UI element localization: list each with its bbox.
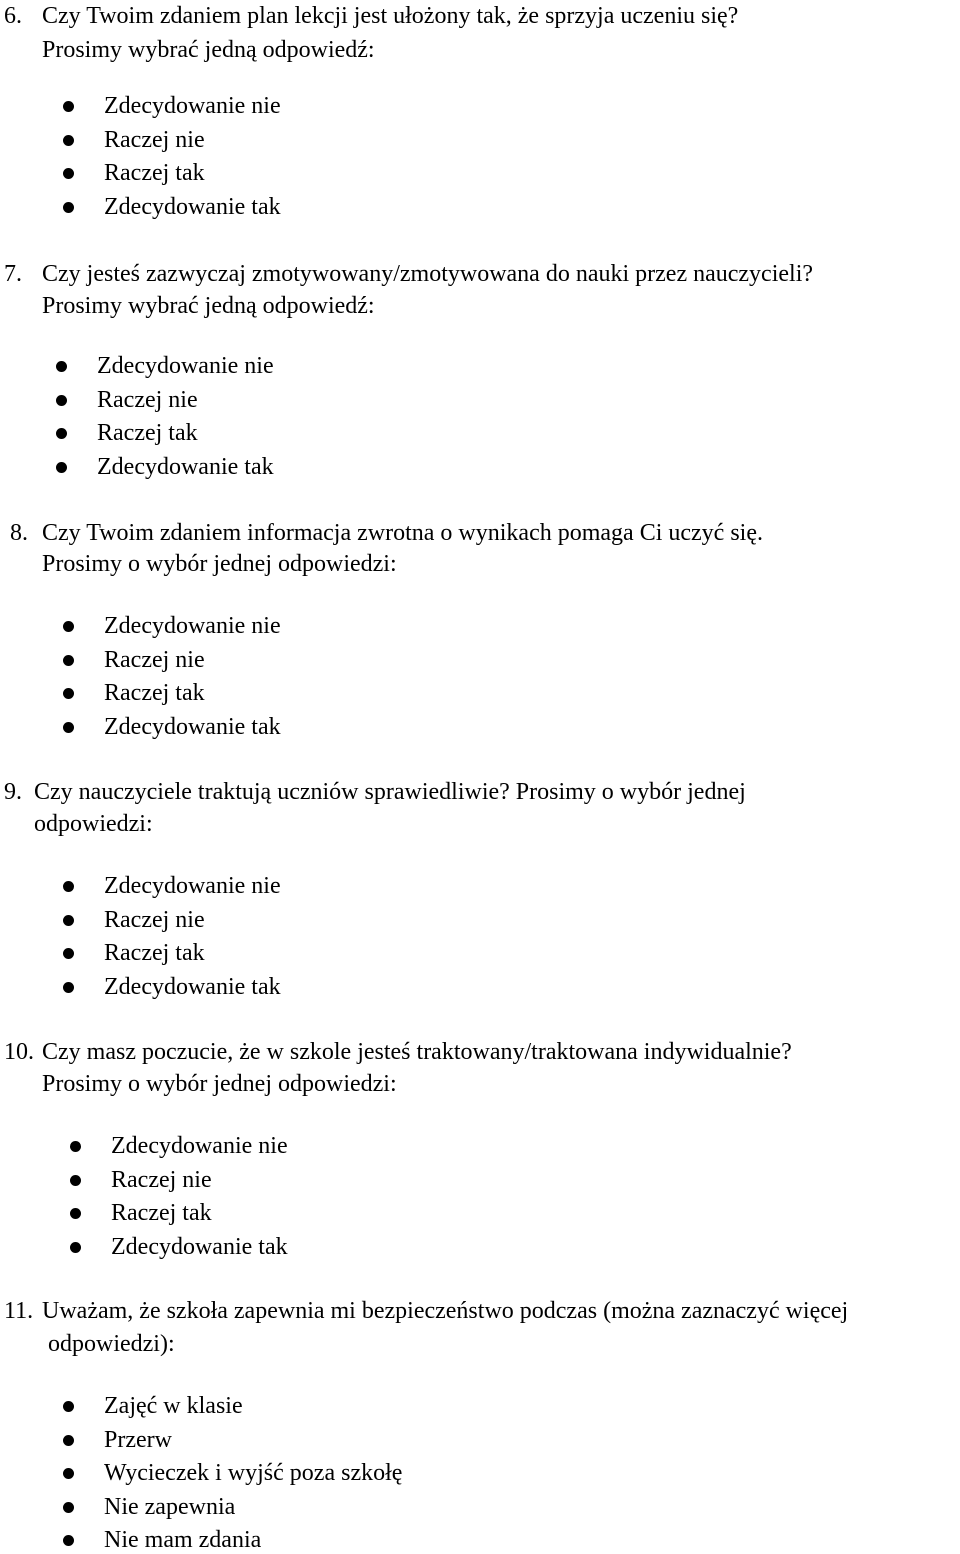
bullet-icon xyxy=(63,722,74,733)
answer-option[interactable]: Raczej tak xyxy=(104,160,205,186)
answer-option[interactable]: Raczej tak xyxy=(104,680,205,706)
bullet-icon xyxy=(63,655,74,666)
question-number: 11. xyxy=(4,1298,34,1324)
bullet-icon xyxy=(56,395,67,406)
bullet-icon xyxy=(63,101,74,112)
bullet-icon xyxy=(63,881,74,892)
answer-option[interactable]: Wycieczek i wyjść poza szkołę xyxy=(104,1460,403,1486)
question-text: Czy Twoim zdaniem informacja zwrotna o wynikach pomaga Ci uczyć się. xyxy=(42,520,763,546)
bullet-icon xyxy=(63,948,74,959)
answer-option[interactable]: Przerw xyxy=(104,1427,172,1453)
answer-option[interactable]: Raczej nie xyxy=(104,647,205,673)
answer-option[interactable]: Zdecydowanie tak xyxy=(104,974,281,1000)
answer-option[interactable]: Zajęć w klasie xyxy=(104,1393,243,1419)
answer-option[interactable]: Zdecydowanie tak xyxy=(111,1234,288,1260)
answer-option[interactable]: Nie mam zdania xyxy=(104,1527,262,1553)
bullet-icon xyxy=(63,621,74,632)
bullet-icon xyxy=(63,168,74,179)
bullet-icon xyxy=(63,135,74,146)
bullet-icon xyxy=(63,202,74,213)
answer-option[interactable]: Raczej nie xyxy=(104,907,205,933)
answer-option[interactable]: Zdecydowanie nie xyxy=(104,93,281,119)
question-instruction: Prosimy o wybór jednej odpowiedzi: xyxy=(42,1071,397,1097)
bullet-icon xyxy=(63,1435,74,1446)
answer-option[interactable]: Raczej nie xyxy=(97,387,198,413)
answer-option[interactable]: Zdecydowanie nie xyxy=(111,1133,288,1159)
bullet-icon xyxy=(70,1175,81,1186)
bullet-icon xyxy=(56,462,67,473)
question-instruction: odpowiedzi): xyxy=(48,1331,175,1357)
question-text: Czy Twoim zdaniem plan lekcji jest ułożony tak, że sprzyja uczeniu się? xyxy=(42,3,739,29)
bullet-icon xyxy=(63,1401,74,1412)
bullet-icon xyxy=(70,1208,81,1219)
answer-option[interactable]: Zdecydowanie tak xyxy=(104,714,281,740)
question-instruction: odpowiedzi: xyxy=(34,811,153,837)
bullet-icon xyxy=(70,1242,81,1253)
bullet-icon xyxy=(70,1141,81,1152)
question-text: Uważam, że szkoła zapewnia mi bezpieczeństwo podczas (można zaznaczyć więcej xyxy=(42,1298,849,1324)
answer-option[interactable]: Raczej nie xyxy=(104,127,205,153)
bullet-icon xyxy=(56,361,67,372)
answer-option[interactable]: Raczej nie xyxy=(111,1167,212,1193)
bullet-icon xyxy=(56,428,67,439)
answer-option[interactable]: Zdecydowanie tak xyxy=(104,194,281,220)
question-instruction: Prosimy wybrać jedną odpowiedź: xyxy=(42,37,375,63)
answer-option[interactable]: Zdecydowanie nie xyxy=(97,353,274,379)
question-number: 6. xyxy=(4,3,22,29)
question-number: 7. xyxy=(4,261,22,287)
question-text: Czy jesteś zazwyczaj zmotywowany/zmotywowana do nauki przez nauczycieli? xyxy=(42,261,814,287)
question-instruction: Prosimy o wybór jednej odpowiedzi: xyxy=(42,551,397,577)
answer-option[interactable]: Raczej tak xyxy=(104,940,205,966)
bullet-icon xyxy=(63,688,74,699)
answer-option[interactable]: Zdecydowanie tak xyxy=(97,454,274,480)
answer-option[interactable]: Nie zapewnia xyxy=(104,1494,236,1520)
answer-option[interactable]: Raczej tak xyxy=(111,1200,212,1226)
question-number: 9. xyxy=(4,779,22,805)
bullet-icon xyxy=(63,1502,74,1513)
answer-option[interactable]: Zdecydowanie nie xyxy=(104,613,281,639)
question-number: 8. xyxy=(10,520,28,546)
bullet-icon xyxy=(63,982,74,993)
question-text: Czy masz poczucie, że w szkole jesteś traktowany/traktowana indywidualnie? xyxy=(42,1039,792,1065)
question-text: Czy nauczyciele traktują uczniów sprawiedliwie? Prosimy o wybór jednej xyxy=(34,779,746,805)
answer-option[interactable]: Zdecydowanie nie xyxy=(104,873,281,899)
question-instruction: Prosimy wybrać jedną odpowiedź: xyxy=(42,293,375,319)
question-number: 10. xyxy=(4,1039,34,1065)
bullet-icon xyxy=(63,1468,74,1479)
bullet-icon xyxy=(63,1535,74,1546)
answer-option[interactable]: Raczej tak xyxy=(97,420,198,446)
bullet-icon xyxy=(63,915,74,926)
